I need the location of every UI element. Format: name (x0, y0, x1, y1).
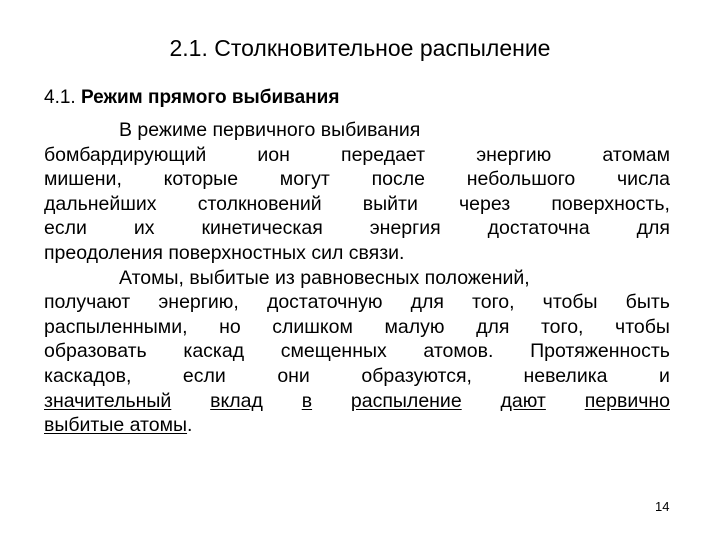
underlined-word: значительный (44, 389, 172, 412)
paragraph-2-line (44, 413, 670, 438)
word: энергию (476, 143, 552, 166)
underlined-text: выбитые атомы (44, 414, 188, 437)
body-text (44, 118, 670, 438)
underlined-word: дают (500, 389, 546, 412)
word: атомам (602, 143, 670, 166)
word: их (133, 217, 155, 240)
word: чтобы (542, 291, 598, 314)
word: распыленными, (44, 315, 188, 338)
word: для (636, 217, 670, 240)
paragraph-2-line (44, 290, 670, 315)
text-fragment: Атомы, выбитые из равновесных положений, (119, 266, 530, 289)
section-heading (44, 87, 339, 109)
section-name: Режим прямого выбивания (80, 87, 340, 108)
word: невелика (523, 364, 608, 387)
paragraph-2-line (44, 266, 670, 291)
section-number: 4.1. (44, 87, 76, 108)
text-fragment: В режиме первичного выбивания (119, 119, 421, 141)
word: Протяженность (530, 340, 670, 363)
slide-title: 2.1. Столкновительное распыление (169, 35, 551, 61)
paragraph-1-line (44, 143, 670, 168)
word: образовать (44, 340, 147, 363)
word: и (659, 364, 670, 387)
paragraph-2-line (44, 315, 670, 340)
word: столкновений (197, 192, 322, 215)
underlined-word: первично (584, 389, 670, 412)
word: для (476, 315, 510, 338)
word: быть (625, 291, 670, 314)
word: энергия (369, 217, 441, 240)
word: достаточную (266, 291, 383, 314)
underlined-word: распыление (350, 389, 462, 412)
word: получают (44, 291, 131, 314)
word: каскадов, (44, 364, 132, 387)
word: малую (384, 315, 445, 338)
page-number: 14 (655, 499, 670, 514)
word: слишком (272, 315, 353, 338)
word: атомов. (423, 340, 494, 363)
word: через (458, 192, 511, 215)
word: поверхность, (551, 192, 670, 215)
word: передает (341, 143, 426, 166)
paragraph-1-line (44, 118, 670, 143)
word: каскад (183, 340, 245, 363)
underlined-word: вклад (210, 389, 263, 412)
word: числа (616, 168, 670, 191)
word: образуются, (361, 364, 472, 387)
word: для (410, 291, 444, 314)
word: достаточна (487, 217, 590, 240)
word: смещенных (280, 340, 387, 363)
word: которые (163, 168, 239, 191)
text-fragment: преодоления поверхностных сил связи. (44, 241, 405, 264)
word: если (182, 364, 226, 387)
word: кинетическая (201, 217, 323, 240)
word: если (44, 217, 87, 240)
word: бомбардирующий (44, 143, 207, 166)
word: небольшого (466, 168, 576, 191)
word: мишени, (44, 168, 122, 191)
paragraph-1-line (44, 167, 670, 192)
word: чтобы (615, 315, 670, 338)
word: дальнейших (44, 192, 157, 215)
paragraph-2-line (44, 339, 670, 364)
paragraph-1-line (44, 241, 670, 266)
paragraph-2-line (44, 364, 670, 389)
underlined-word: в (301, 389, 313, 412)
word: но (219, 315, 241, 338)
paragraph-1-line (44, 192, 670, 217)
word: ион (257, 143, 290, 166)
word: выйти (362, 192, 418, 215)
paragraph-2-line (44, 389, 670, 414)
paragraph-1-line (44, 216, 670, 241)
word: того, (472, 291, 515, 314)
period: . (187, 414, 193, 437)
word: энергию, (158, 291, 239, 314)
word: после (371, 168, 425, 191)
word: того, (540, 315, 584, 338)
word: могут (279, 168, 330, 191)
word: они (277, 364, 310, 387)
